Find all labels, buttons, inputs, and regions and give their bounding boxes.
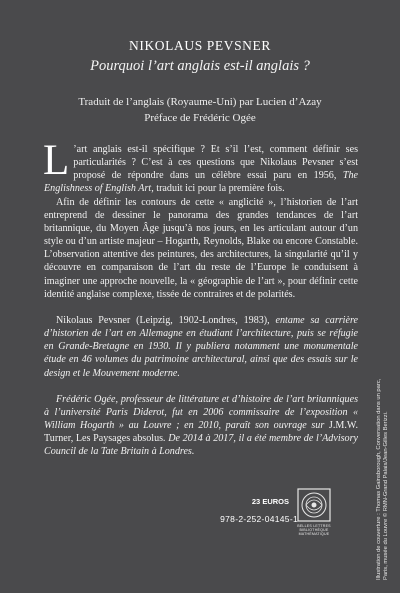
bio-ogee xyxy=(44,393,358,459)
blurb-paragraph-2: Afin de définir les contours de cette « anglicité », l’historien de l’art entreprend de dessiner le panorama des grandes tendances de l’art britannique, du Moyen Âge jusqu’à nos jours, en les articulant autour d’un style ou d’un artiste majeur – Hogarth, Reynolds, Blake ou encore Constable. L’observation attentive des peintures, des architectures, la singularité qu’il y découvre en comparaison de l’art du reste de l’Europe le conduisent à imaginer une approche nouvelle, la « géographie de l’art », pour définir cette identité anglaise complexe, tissée de contraires et de polarités. xyxy=(44,196,358,300)
preface-credit: Préface de Frédéric Ogée xyxy=(144,112,256,124)
bio-pevsner-dates: (Leipzig, 1902-Londres, 1983) xyxy=(130,314,268,326)
cover-credit-line-2: Paris, musée du Louvre © RMN-Grand Palais/Jean-Gilles Berizzi. xyxy=(383,411,389,580)
blurb-book-title: The Englishness of English Art xyxy=(44,170,358,195)
publisher-label: BELLES LETTRES BIBLIOTHÈQUE MATHÉMATIQUE xyxy=(297,524,331,537)
isbn: 978-2-252-04145-1 xyxy=(220,514,298,524)
publisher-logo-icon xyxy=(295,487,333,527)
cover-credit-line-1: Illustration de couverture : Thomas Gainsborough, Conversation dans un parc, xyxy=(376,378,382,580)
blurb-p1-text-b: , traduit ici pour la première fois. xyxy=(151,183,285,195)
bio-pevsner-text: , entame sa carrière d’historien de l’art en Allemagne en étudiant l’architecture, puis se réfugie en Grande-Bretagne en 1930. Il y publiera notamment une monumentale étude en 46 volumes du patrimoine architectural, ainsi que des essais sur le design et le Mouvement moderne. xyxy=(44,314,358,379)
credits xyxy=(0,94,400,126)
blurb xyxy=(43,137,359,458)
drop-cap: L xyxy=(43,137,70,184)
author-name: NIKOLAUS PEVSNER xyxy=(129,38,271,53)
price: 23 EUROS xyxy=(251,497,289,506)
translation-credit: Traduit de l’anglais (Royaume-Uni) par Lucien d’Azay xyxy=(78,96,322,108)
blurb-p1-text-a: ’art anglais est-il spécifique ? Et s’il l’est, comment définir ses particularités ? C’est à ces questions que Nikolaus Pevsner s’est proposé de répondre dans un célèbre essai paru en 1956, xyxy=(73,144,358,182)
bio-pevsner xyxy=(44,314,358,380)
blurb-paragraph-1 xyxy=(43,137,358,196)
bio-ogee-text-a: Frédéric Ogée, professeur de littérature et d’histoire de l’art britanniques à l’université Paris Diderot, fut en 2006 commissaire de l’exposition « William Hogarth » au Louvre ; en 2010, paraît son ouvrage sur xyxy=(44,393,358,431)
book-title: Pourquoi l’art anglais est-il anglais ? xyxy=(90,58,310,74)
bio-ogee-book: J.M.W. Turner, Les Paysages absolus xyxy=(44,419,358,445)
bio-ogee-text-b: . De 2014 à 2017, il a été membre de l’Advisory Council de la Tate Britain à Londres. xyxy=(44,433,359,458)
cover-illustration-credit xyxy=(376,330,391,580)
bio-pevsner-name: Nikolaus Pevsner xyxy=(56,314,131,326)
